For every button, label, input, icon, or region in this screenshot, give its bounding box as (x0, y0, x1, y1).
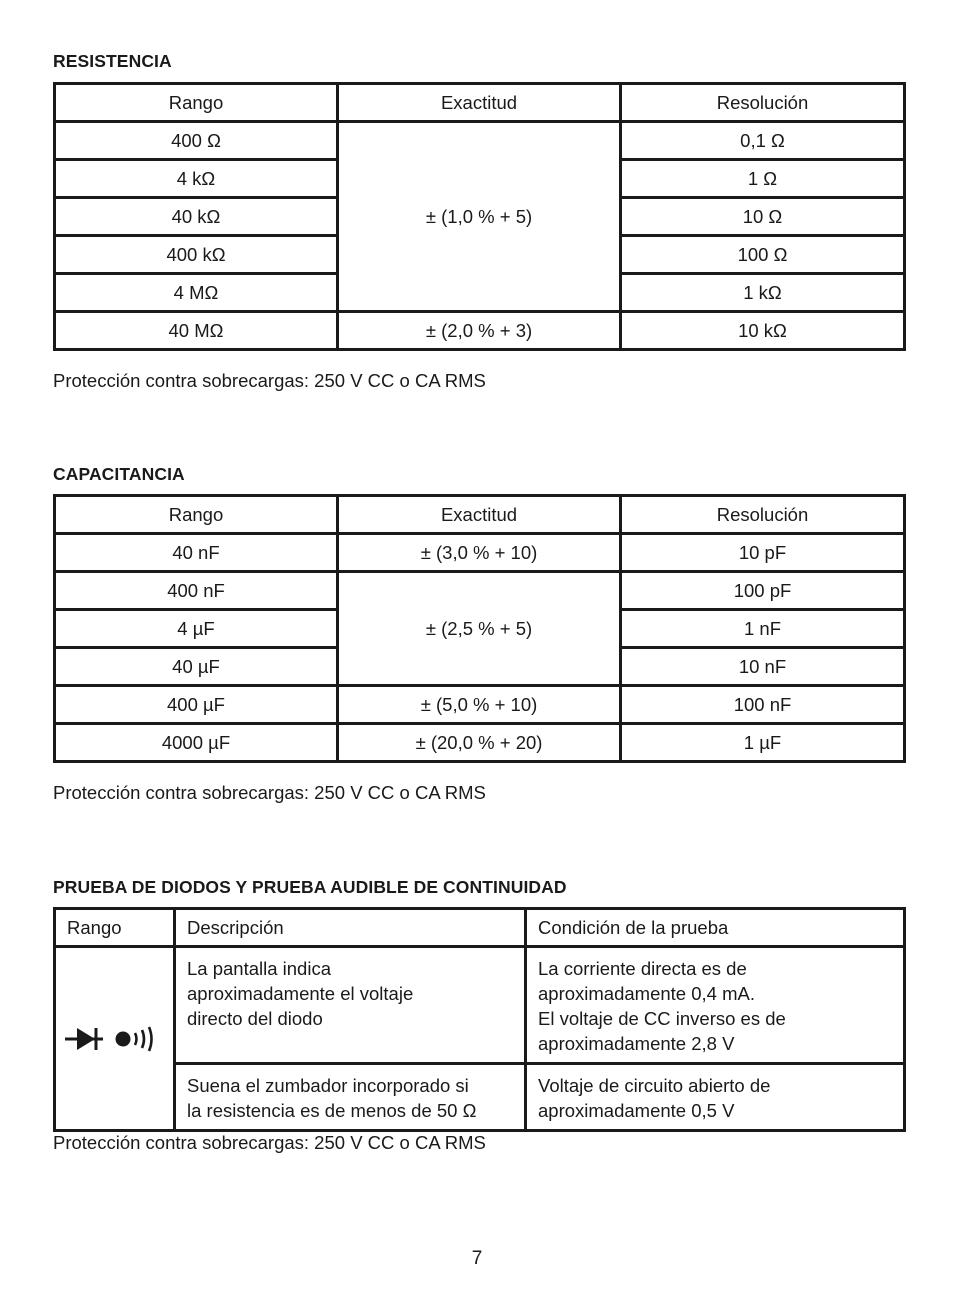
resolution-cell: 10 Ω (621, 198, 905, 236)
diode-icon (65, 1028, 103, 1050)
resolution-cell: 0,1 Ω (621, 122, 905, 160)
header-description: Descripción (175, 909, 526, 947)
range-cell: 4 µF (55, 610, 338, 648)
table-row (55, 534, 905, 572)
section-title-resistance: RESISTENCIA (53, 51, 172, 71)
description-cell (175, 947, 526, 1064)
resistance-table (53, 82, 906, 351)
condition-cell (526, 947, 905, 1064)
accuracy-cell: ± (1,0 % + 5) (338, 122, 621, 312)
description-cell (175, 1064, 526, 1131)
range-cell: 40 nF (55, 534, 338, 572)
range-cell: 40 µF (55, 648, 338, 686)
resolution-cell: 1 µF (621, 724, 905, 762)
range-cell: 400 kΩ (55, 236, 338, 274)
table-row (55, 1064, 905, 1131)
text-line: aproximadamente 2,8 V (538, 1033, 735, 1054)
header-range: Rango (55, 909, 175, 947)
resolution-cell: 100 nF (621, 686, 905, 724)
resolution-cell: 10 kΩ (621, 312, 905, 350)
overload-note-resistance: Protección contra sobrecargas: 250 V CC o CA RMS (53, 370, 486, 391)
resolution-cell: 1 nF (621, 610, 905, 648)
range-cell: 400 Ω (55, 122, 338, 160)
text-line: Voltaje de circuito abierto de (538, 1075, 771, 1096)
text-line: La corriente directa es de (538, 958, 747, 979)
text-line: El voltaje de CC inverso es de (538, 1008, 786, 1029)
range-cell: 4000 µF (55, 724, 338, 762)
text-line: La pantalla indica (187, 958, 331, 979)
header-accuracy: Exactitud (338, 496, 621, 534)
header-range: Rango (55, 496, 338, 534)
buzzer-sound-icon (115, 1027, 151, 1051)
accuracy-cell: ± (2,0 % + 3) (338, 312, 621, 350)
table-header-row (55, 909, 905, 947)
table-header-row (55, 496, 905, 534)
accuracy-cell: ± (3,0 % + 10) (338, 534, 621, 572)
table-row (55, 572, 905, 610)
table-header-row (55, 84, 905, 122)
resolution-cell: 10 pF (621, 534, 905, 572)
text-line: la resistencia es de menos de 50 Ω (187, 1100, 477, 1121)
page-number: 7 (471, 1248, 483, 1269)
range-cell: 400 nF (55, 572, 338, 610)
table-row (55, 686, 905, 724)
accuracy-cell: ± (5,0 % + 10) (338, 686, 621, 724)
text-line: Suena el zumbador incorporado si (187, 1075, 469, 1096)
resolution-cell: 100 pF (621, 572, 905, 610)
range-cell: 4 MΩ (55, 274, 338, 312)
header-range: Rango (55, 84, 338, 122)
resolution-cell: 10 nF (621, 648, 905, 686)
table-row (55, 947, 905, 1064)
header-accuracy: Exactitud (338, 84, 621, 122)
text-line: aproximadamente 0,4 mA. (538, 983, 755, 1004)
resolution-cell: 100 Ω (621, 236, 905, 274)
range-symbol-cell (55, 947, 175, 1131)
accuracy-cell: ± (2,5 % + 5) (338, 572, 621, 686)
text-line: aproximadamente el voltaje (187, 983, 414, 1004)
header-resolution: Resolución (621, 84, 905, 122)
text-line: aproximadamente 0,5 V (538, 1100, 735, 1121)
range-cell: 400 µF (55, 686, 338, 724)
capacitance-table (53, 494, 906, 763)
section-title-capacitance: CAPACITANCIA (53, 464, 185, 484)
resolution-cell: 1 Ω (621, 160, 905, 198)
accuracy-cell: ± (20,0 % + 20) (338, 724, 621, 762)
overload-note-capacitance: Protección contra sobrecargas: 250 V CC o CA RMS (53, 782, 486, 803)
table-row (55, 312, 905, 350)
header-condition: Condición de la prueba (526, 909, 905, 947)
condition-cell (526, 1064, 905, 1131)
section-title-diode: PRUEBA DE DIODOS Y PRUEBA AUDIBLE DE CONTINUIDAD (53, 877, 567, 897)
text-line: directo del diodo (187, 1008, 323, 1029)
table-row (55, 122, 905, 160)
header-resolution: Resolución (621, 496, 905, 534)
range-cell: 4 kΩ (55, 160, 338, 198)
table-row (55, 724, 905, 762)
overload-note-diode: Protección contra sobrecargas: 250 V CC o CA RMS (53, 1132, 486, 1153)
resolution-cell: 1 kΩ (621, 274, 905, 312)
range-cell: 40 MΩ (55, 312, 338, 350)
diode-table (53, 907, 906, 1132)
range-cell: 40 kΩ (55, 198, 338, 236)
